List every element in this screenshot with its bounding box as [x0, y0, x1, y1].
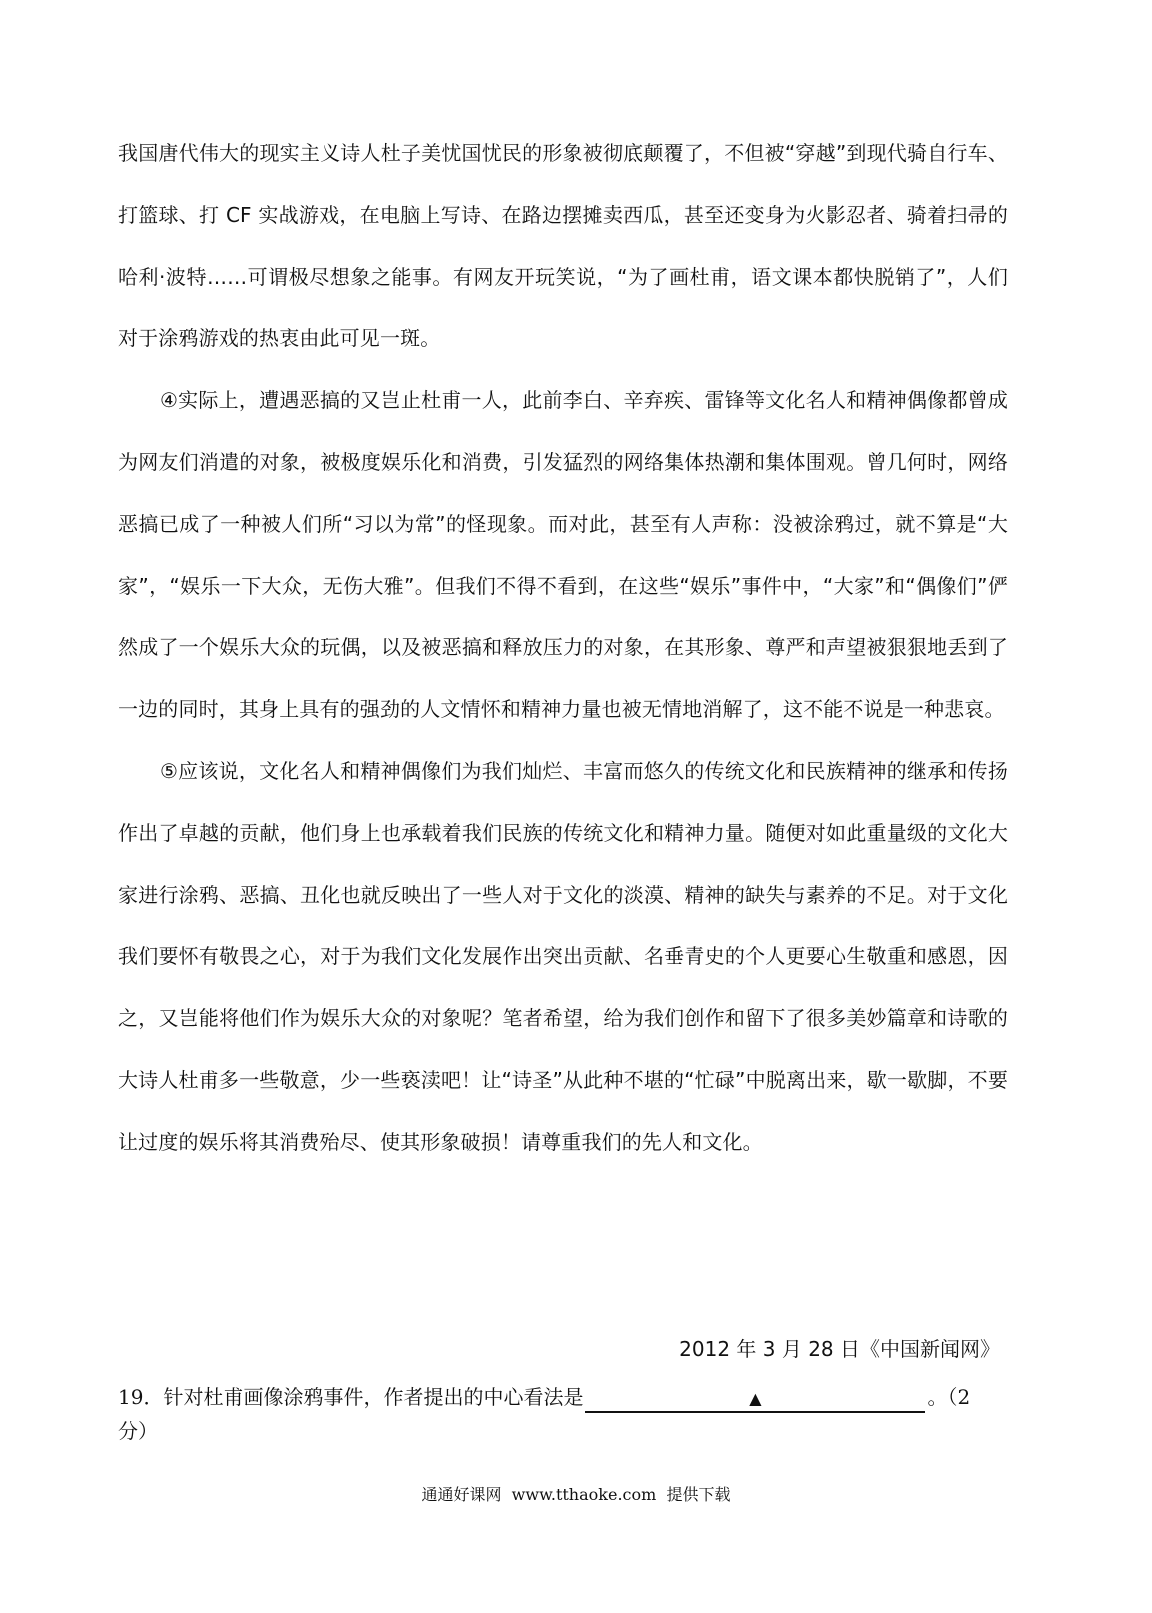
question-19 — [118, 1380, 1008, 1448]
paragraph-continued: 我国唐代伟大的现实主义诗人杜子美忧国忧民的形象被彻底颠覆了，不但被“穿越”到现代骑自行车、打篮球、打 CF 实战游戏，在电脑上写诗、在路边摆摊卖西瓜，甚至还变身为火影忍者、骑着扫帚的哈利·波特……可谓极尽想象之能事。有网友开玩笑说，“为了画杜甫，语文课本都快脱销了”，人们对于涂鸦游戏的热衷由此可见一斑。 — [118, 141, 1008, 351]
source-attribution: 2012 年 3 月 28 日《中国新闻网》 — [679, 1337, 1000, 1361]
question-line — [118, 1380, 1008, 1414]
page-footer: 通通好课网 www.tthaoke.com 提供下载 — [421, 1485, 731, 1504]
answer-blank[interactable] — [585, 1385, 925, 1413]
paragraph-4: ④实际上，遭遇恶搞的又岂止杜甫一人，此前李白、辛弃疾、雷锋等文化名人和精神偶像都曾成为网友们消遣的对象，被极度娱乐化和消费，引发猛烈的网络集体热潮和集体围观。曾几何时，网络恶搞已成了一种被人们所“习以为常”的怪现象。而对此，甚至有人声称：没被涂鸦过，就不算是“大家”，“娱乐一下大众，无伤大雅”。但我们不得不看到，在这些“娱乐”事件中，“大家”和“偶像们”俨然成了一个娱乐大众的玩偶，以及被恶搞和释放压力的对象，在其形象、尊严和声望被狠狠地丢到了一边的同时，其身上具有的强劲的人文情怀和精神力量也被无情地消解了，这不能不说是一种悲哀。 — [118, 388, 1008, 722]
question-continuation: 分） — [118, 1419, 158, 1443]
paragraph-5: ⑤应该说，文化名人和精神偶像们为我们灿烂、丰富而悠久的传统文化和民族精神的继承和传扬作出了卓越的贡献，他们身上也承载着我们民族的传统文化和精神力量。随便对如此重量级的文化大家进行涂鸦、恶搞、丑化也就反映出了一些人对于文化的淡漠、精神的缺失与素养的不足。对于文化我们要怀有敬畏之心，对于为我们文化发展作出突出贡献、名垂青史的个人更要心生敬重和感恩，因之，又岂能将他们作为娱乐大众的对象呢？笔者希望，给为我们创作和留下了很多美妙篇章和诗歌的大诗人杜甫多一些敬意，少一些亵渎吧！让“诗圣”从此种不堪的“忙碌”中脱离出来，歇一歇脚，不要让过度的娱乐将其消费殆尽、使其形象破损！请尊重我们的先人和文化。 — [118, 758, 1008, 1154]
question-suffix: 。（2 — [927, 1385, 971, 1409]
question-prefix: 19．针对杜甫画像涂鸦事件，作者提出的中心看法是 — [118, 1385, 584, 1409]
triangle-marker-icon: ▲ — [749, 1389, 762, 1408]
article-body — [118, 123, 1008, 1174]
